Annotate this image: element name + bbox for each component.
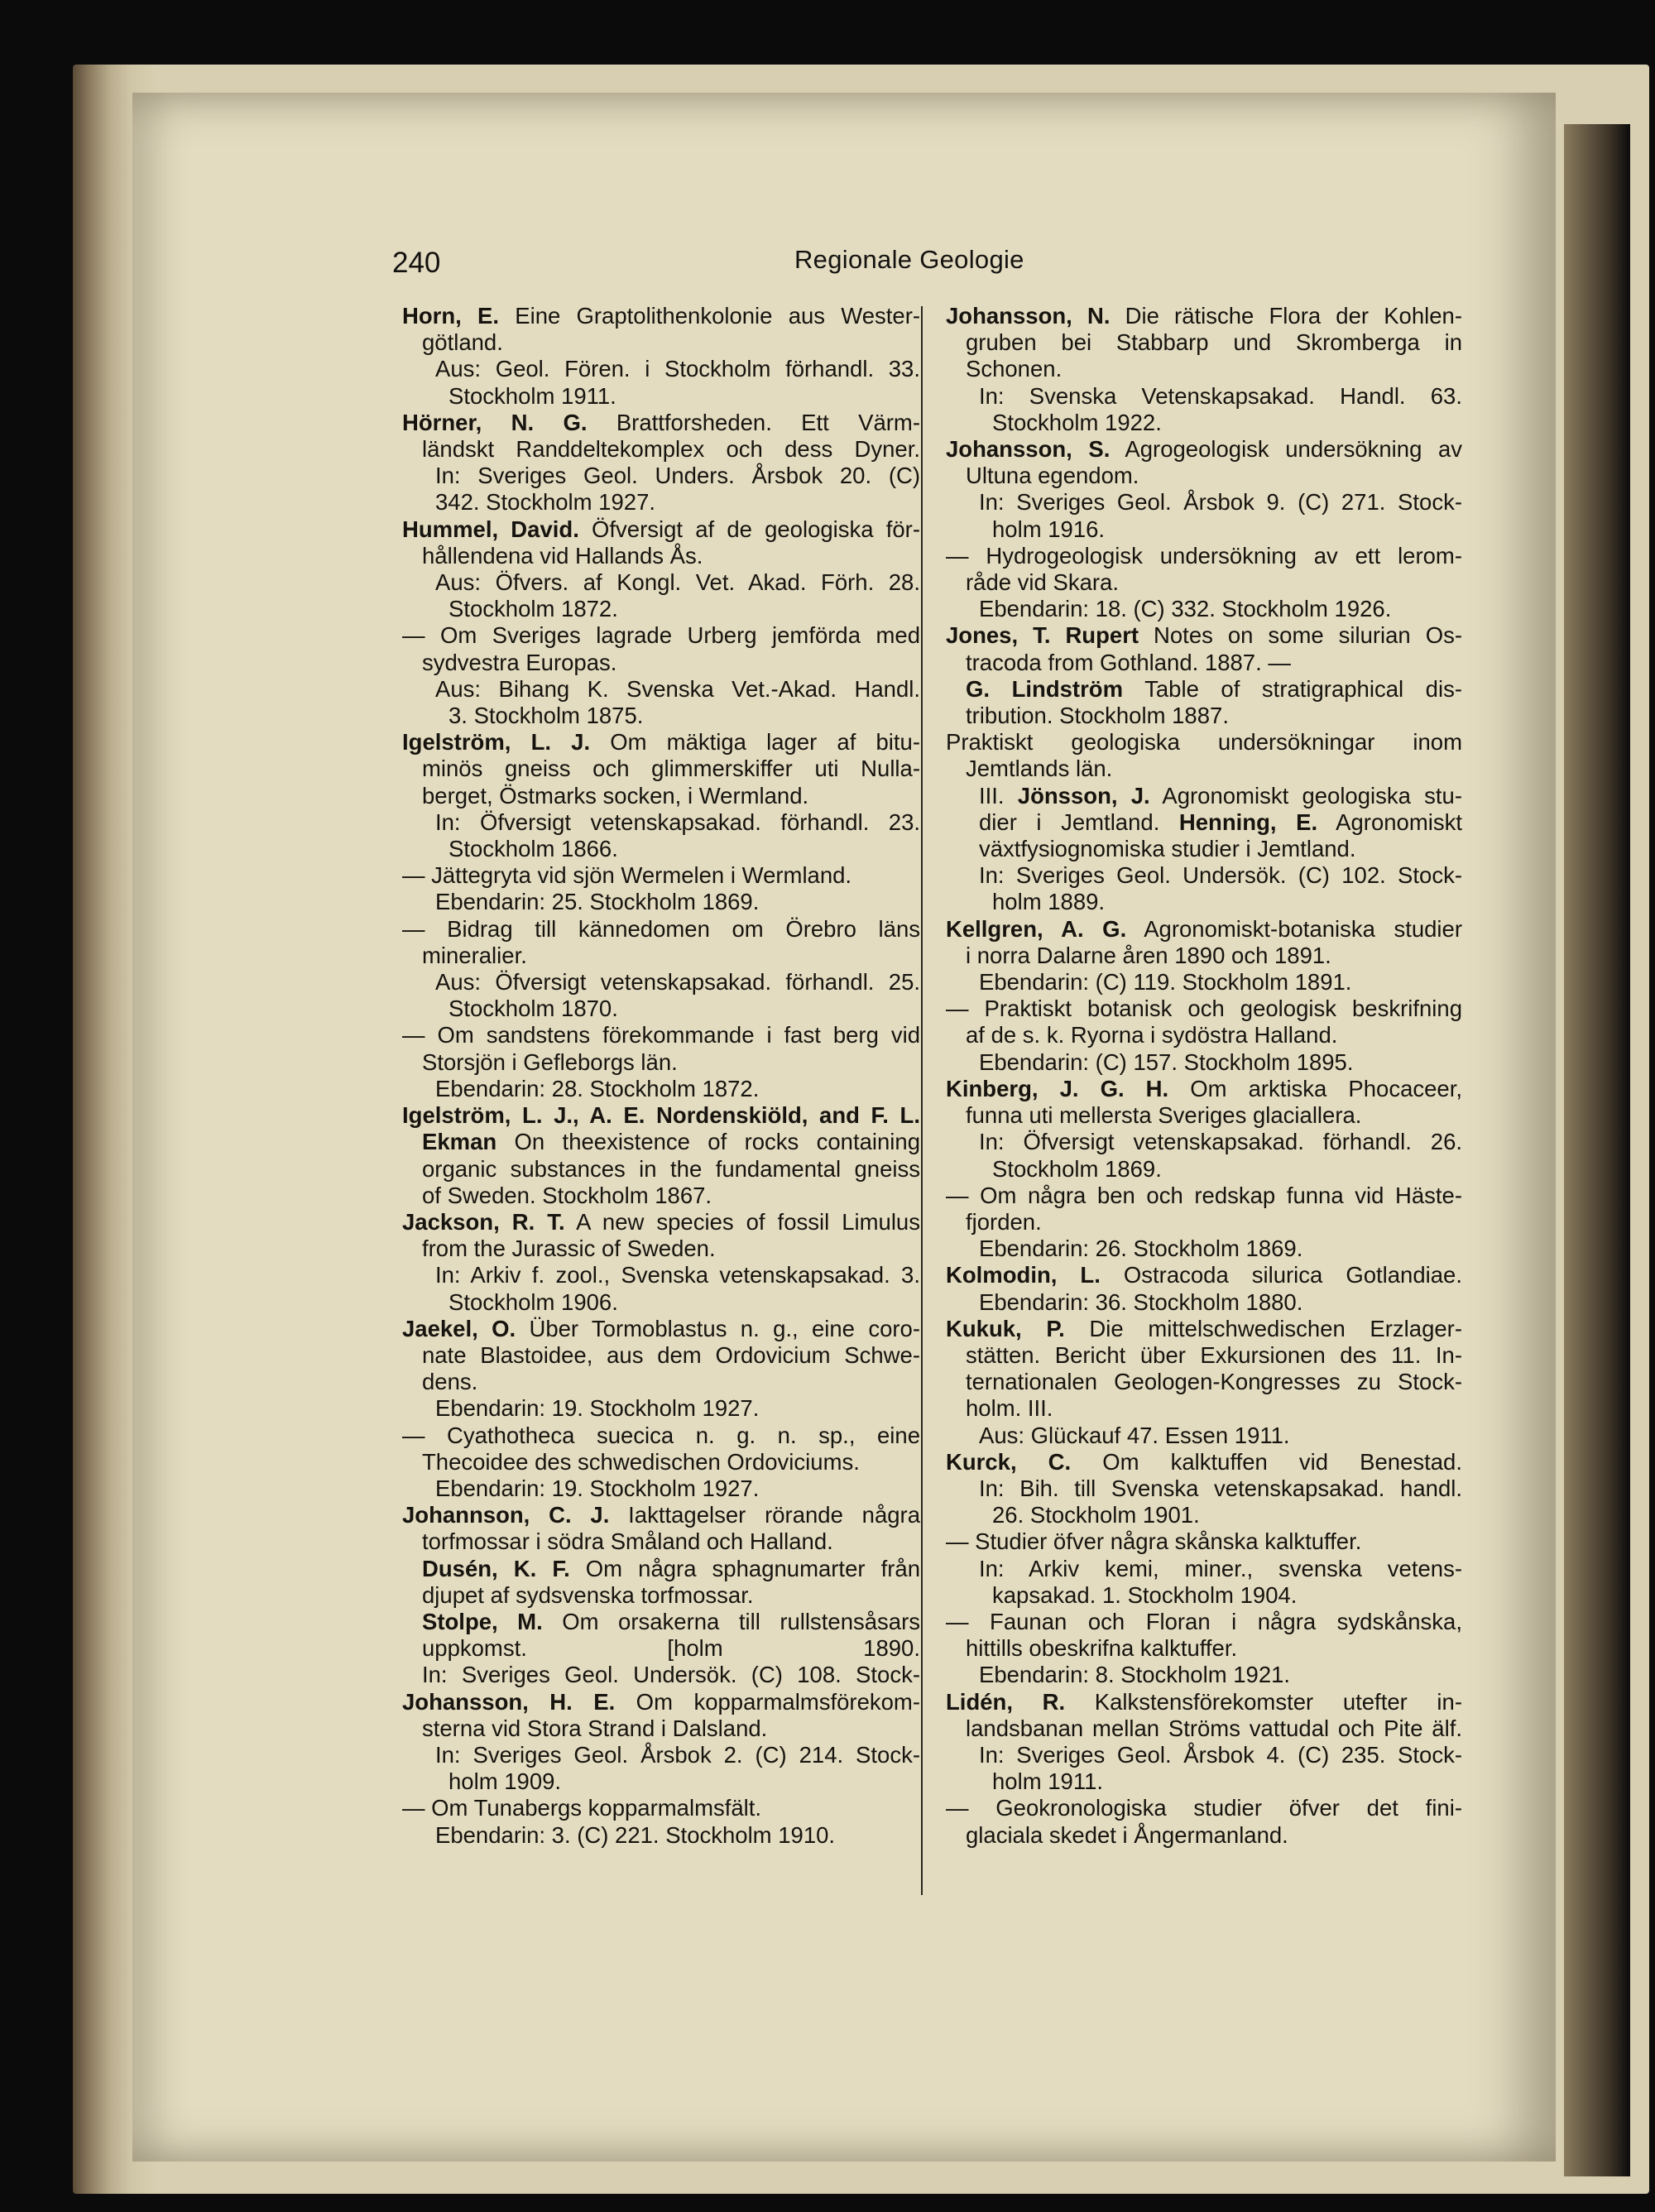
- running-head: [0, 247, 1655, 296]
- entry-text: — Om Tunabergs kopparmalmsfält.: [402, 1795, 762, 1821]
- entry-text: On theexistence of rocks containing: [496, 1129, 920, 1155]
- entry-text: Om mäktiga lager af bitu-: [590, 729, 920, 756]
- entry-text: Aus: Geol. Fören. i Stockholm förhandl. 33.: [435, 356, 920, 382]
- entry-text: Agrogeologisk undersökning av: [1110, 436, 1462, 463]
- entry-line: [946, 1822, 1462, 1849]
- entry-text: Stockholm 1906.: [449, 1288, 618, 1315]
- entry-text: tribution. Stockholm 1887.: [966, 703, 1229, 729]
- entry-text: glaciala skedet i Ångermanland.: [966, 1821, 1288, 1848]
- entry-text: Agronomiskt-botaniska studier: [1126, 915, 1462, 942]
- entry-text: Ebendarin: (C) 119. Stockholm 1891.: [979, 969, 1352, 996]
- entry-text: berget, Östmarks socken, i Wermland.: [422, 782, 809, 809]
- entry-text: In: Sveriges Geol. Årsbok 2. (C) 214. Stock-: [435, 1741, 920, 1768]
- bibliography-entry: [402, 1795, 920, 1848]
- bibliography-entry: [402, 410, 920, 516]
- entry-line: [946, 996, 1462, 1022]
- bibliography-entry: [946, 1689, 1462, 1796]
- author-name: Stolpe, M.: [422, 1608, 543, 1634]
- entry-line: [946, 1582, 1462, 1609]
- entry-line: [402, 1822, 920, 1849]
- author-name: Hörner, N. G.: [402, 409, 588, 435]
- entry-text: Kalkstensförekomster utefter in-: [1065, 1688, 1462, 1715]
- entry-text: Ebendarin: (C) 157. Stockholm 1895.: [979, 1048, 1354, 1075]
- entry-text: In: Öfversigt vetenskapsakad. förhandl. 23.: [435, 809, 920, 835]
- entry-text: växtfysiognomiska studier i Jemtland.: [979, 836, 1356, 862]
- entry-line: [402, 1049, 920, 1076]
- bibliography-entry: [402, 516, 920, 623]
- entry-line: [946, 1689, 1462, 1715]
- entry-text: Ebendarin: 25. Stockholm 1869.: [435, 889, 760, 915]
- entry-line: [946, 622, 1462, 649]
- entry-text: götland.: [422, 329, 503, 356]
- entry-line: [402, 543, 920, 569]
- bibliography-entry: [946, 1076, 1462, 1183]
- entry-text: Ebendarin: 8. Stockholm 1921.: [979, 1662, 1291, 1688]
- entry-text: Om några sphagnumarter från: [569, 1555, 920, 1581]
- entry-line: [946, 410, 1462, 436]
- entry-line: [946, 596, 1462, 622]
- entry-text: In: Sveriges Geol. Årsbok 9. (C) 271. Stock-: [979, 489, 1462, 516]
- entry-line: [402, 1022, 920, 1048]
- entry-text: Eine Graptolithenkolonie aus Wester-: [499, 303, 921, 329]
- entry-text: fjorden.: [966, 1208, 1042, 1235]
- right-column: [946, 303, 1462, 1849]
- author-name: Horn, E.: [402, 303, 500, 329]
- entry-line: [946, 1022, 1462, 1048]
- entry-line: [946, 1289, 1462, 1316]
- entry-text: Öfversigt af de geologiska för-: [578, 516, 920, 542]
- entry-line: [402, 569, 920, 596]
- entry-line: [402, 1689, 920, 1715]
- entry-line: [402, 1342, 920, 1369]
- entry-line: [402, 516, 920, 543]
- entry-text: Aus: Öfversigt vetenskapsakad. förhandl. 25.: [435, 969, 920, 996]
- entry-text: kapsakad. 1. Stockholm 1904.: [992, 1581, 1298, 1608]
- author-name: Johansson, N.: [946, 303, 1111, 329]
- bibliography-entry: [402, 1689, 920, 1796]
- entry-text: Stockholm 1869.: [992, 1155, 1162, 1182]
- bibliography-entry: [402, 916, 920, 1023]
- entry-text: holm. III.: [966, 1395, 1053, 1422]
- entry-prefix: dier i Jemtland.: [979, 809, 1179, 835]
- entry-line: [946, 1342, 1462, 1369]
- bibliography-entry: [402, 729, 920, 862]
- entry-line: [946, 756, 1462, 782]
- entry-line: [946, 1049, 1462, 1076]
- entry-text: from the Jurassic of Sweden.: [422, 1236, 716, 1262]
- entry-text: gruben bei Stabbarp und Skromberga in: [966, 329, 1462, 356]
- entry-line: [946, 1556, 1462, 1582]
- entry-text: In: Svenska Vetenskapsakad. Handl. 63.: [979, 382, 1462, 409]
- entry-text: Ebendarin: 19. Stockholm 1927.: [435, 1395, 760, 1422]
- bibliography-entry: [402, 1502, 920, 1688]
- entry-text: Aus: Öfvers. af Kongl. Vet. Akad. Förh. 28.: [435, 569, 920, 596]
- entry-line: [946, 1209, 1462, 1236]
- section-title: Regionale Geologie: [794, 245, 1024, 274]
- author-name: Igelström, L. J., A. E. Nordenskiöld, and F. L.: [402, 1102, 920, 1129]
- entry-text: — Hydrogeologisk undersökning av ett lerom-: [946, 542, 1462, 569]
- author-name: Jaekel, O.: [402, 1315, 516, 1341]
- entry-text: Ebendarin: 28. Stockholm 1872.: [435, 1075, 760, 1101]
- bibliography-entry: [946, 1262, 1462, 1315]
- author-name: Ekman: [422, 1129, 497, 1155]
- entry-line: [946, 463, 1462, 489]
- entry-text: Stockholm 1911.: [449, 382, 616, 409]
- entry-line: [402, 1502, 920, 1528]
- entry-line: [402, 1209, 920, 1236]
- entry-line: [402, 889, 920, 915]
- author-name: Kurck, C.: [946, 1448, 1072, 1475]
- entry-line: [946, 836, 1462, 862]
- entry-line: [402, 1395, 920, 1422]
- author-name: Johansson, S.: [946, 436, 1111, 463]
- entry-text: Om kalktuffen vid Benestad.: [1071, 1448, 1462, 1475]
- entry-line: [402, 1076, 920, 1102]
- bibliography-entry: [946, 729, 1462, 915]
- entry-text: Die mittelschwedischen Erzlager-: [1064, 1315, 1462, 1341]
- book-right-shadow: [1564, 124, 1630, 2176]
- entry-line: [946, 1742, 1462, 1768]
- entry-line: [402, 1475, 920, 1502]
- entry-text: Stockholm 1922.: [992, 409, 1162, 435]
- entry-line: [946, 356, 1462, 382]
- entry-line: [402, 836, 920, 862]
- entry-text: Schonen.: [966, 356, 1063, 382]
- entry-line: [946, 569, 1462, 596]
- entry-text: — Om sandstens förekommande i fast berg vid: [402, 1022, 920, 1048]
- entry-text: djupet af sydsvenska torfmossar.: [422, 1581, 754, 1608]
- bibliography-entry: [946, 1316, 1462, 1449]
- entry-text: of Sweden. Stockholm 1867.: [422, 1182, 712, 1208]
- author-name: Jackson, R. T.: [402, 1208, 565, 1235]
- author-name: Igelström, L. J.: [402, 729, 591, 756]
- entry-line: [946, 516, 1462, 543]
- entry-line: [402, 650, 920, 676]
- entry-line: [946, 1715, 1462, 1742]
- entry-line: [946, 1768, 1462, 1795]
- entry-text: — Geokronologiska studier öfver det fini-: [946, 1795, 1462, 1821]
- author-name: Lidén, R.: [946, 1688, 1066, 1715]
- entry-line: [946, 783, 1462, 809]
- entry-line: [946, 703, 1462, 729]
- entry-line: [946, 943, 1462, 969]
- entry-line: [402, 1715, 920, 1742]
- entry-line: [402, 1236, 920, 1262]
- entry-text: Aus: Bihang K. Svenska Vet.-Akad. Handl.: [435, 675, 920, 702]
- entry-line: [946, 676, 1462, 703]
- entry-text: af de s. k. Ryorna i sydöstra Halland.: [966, 1022, 1338, 1048]
- entry-text: In: Arkiv f. zool., Svenska vetenskapsakad. 3.: [435, 1262, 920, 1288]
- author-name: Kolmodin, L.: [946, 1262, 1101, 1288]
- entry-line: [946, 1475, 1462, 1502]
- entry-line: [946, 650, 1462, 676]
- entry-line: [402, 463, 920, 489]
- bibliography-entry: [946, 1609, 1462, 1689]
- entry-line: [402, 1768, 920, 1795]
- entry-line: [402, 1609, 920, 1635]
- entry-text: Ultuna egendom.: [966, 463, 1139, 489]
- entry-line: [946, 1795, 1462, 1821]
- bibliography-entry: [946, 622, 1462, 729]
- entry-text: In: Öfversigt vetenskapsakad. förhandl. 26.: [979, 1129, 1462, 1155]
- entry-text: sydvestra Europas.: [422, 649, 617, 675]
- entry-text: Om arktiska Phocaceer,: [1168, 1075, 1463, 1101]
- entry-text: In: Sveriges Geol. Unders. Årsbok 20. (C): [435, 463, 920, 489]
- entry-text: Stockholm 1870.: [449, 996, 618, 1022]
- bibliography-entry: [946, 543, 1462, 623]
- entry-line: [946, 1102, 1462, 1129]
- entry-line: [402, 703, 920, 729]
- entry-text: minös gneiss och glimmerskiffer uti Nulla-: [422, 756, 920, 782]
- entry-text: torfmossar i södra Småland och Halland.: [422, 1528, 833, 1555]
- entry-text: nate Blastoidee, aus dem Ordovicium Schwe-: [422, 1341, 920, 1368]
- entry-line: [402, 969, 920, 996]
- entry-text: holm 1889.: [992, 889, 1106, 915]
- entry-line: [946, 1449, 1462, 1475]
- entry-text: holm 1911.: [992, 1768, 1104, 1795]
- entry-text: Ebendarin: 36. Stockholm 1880.: [979, 1288, 1303, 1315]
- entry-line: [402, 1183, 920, 1209]
- entry-line: [402, 596, 920, 622]
- bibliography-entry: [946, 916, 1462, 996]
- entry-line: [402, 303, 920, 329]
- entry-line: [946, 1423, 1462, 1449]
- entry-line: [402, 862, 920, 889]
- bibliography-entry: [402, 622, 920, 729]
- entry-line: [946, 329, 1462, 356]
- entry-text: — Studier öfver några skånska kalktuffer.: [946, 1528, 1362, 1555]
- entry-line: [402, 1289, 920, 1316]
- entry-text: holm 1916.: [992, 516, 1106, 542]
- entry-line: [946, 1236, 1462, 1262]
- entry-line: [946, 1129, 1462, 1155]
- left-column: [402, 303, 920, 1849]
- entry-text: Thecoidee des schwedischen Ordoviciums.: [422, 1448, 860, 1475]
- page-number: 240: [392, 247, 441, 279]
- entry-text: Stockholm 1866.: [449, 836, 618, 862]
- entry-text: hittills obeskrifna kalktuffer.: [966, 1635, 1238, 1662]
- entry-line: [946, 1369, 1462, 1395]
- entry-line: [402, 1742, 920, 1768]
- entry-line: [402, 1635, 920, 1662]
- entry-text: råde vid Skara.: [966, 569, 1119, 596]
- bibliography-entry: [402, 303, 920, 410]
- entry-line: [946, 969, 1462, 996]
- entry-text: i norra Dalarne åren 1890 och 1891.: [966, 942, 1331, 968]
- entry-line: [946, 809, 1462, 836]
- entry-line: [402, 1556, 920, 1582]
- bibliography-entry: [946, 1449, 1462, 1529]
- entry-line: [946, 889, 1462, 915]
- bibliography-entry: [946, 1528, 1462, 1609]
- entry-text: tracoda from Gothland. 1887. —: [966, 649, 1291, 675]
- bibliography-entry: [402, 862, 920, 915]
- author-name: Johannson, C. J.: [402, 1502, 610, 1528]
- entry-text: In: Sveriges Geol. Undersök. (C) 108. Stock-: [422, 1662, 920, 1688]
- entry-line: [402, 1528, 920, 1555]
- entry-line: [402, 356, 920, 382]
- author-name: Kinberg, J. G. H.: [946, 1075, 1169, 1101]
- entry-line: [946, 1183, 1462, 1209]
- entry-line: [402, 756, 920, 782]
- entry-text: Table of stratigraphical dis-: [1123, 675, 1462, 702]
- entry-line: [402, 783, 920, 809]
- entry-text: Iakttagelser rörande några: [609, 1502, 921, 1528]
- entry-line: [402, 1795, 920, 1821]
- entry-text: stätten. Bericht über Exkursionen des 11. In-: [966, 1341, 1462, 1368]
- author-name: Kukuk, P.: [946, 1315, 1065, 1341]
- entry-line: [946, 1156, 1462, 1183]
- entry-text: Ostracoda silurica Gotlandiae.: [1100, 1262, 1462, 1288]
- entry-text: mineralier.: [422, 942, 527, 968]
- entry-text: Jemtlands län.: [966, 756, 1113, 782]
- entry-text: — Om Sveriges lagrade Urberg jemförda med: [402, 622, 920, 649]
- entry-line: [402, 1262, 920, 1288]
- entry-text: Die rätische Flora der Kohlen-: [1110, 303, 1462, 329]
- entry-line: [402, 1449, 920, 1475]
- entry-line: [402, 1582, 920, 1609]
- entry-line: [402, 1102, 920, 1129]
- author-name: Jones, T. Rupert: [946, 622, 1139, 649]
- entry-line: [402, 436, 920, 463]
- entry-text: Notes on some silurian Os-: [1139, 622, 1462, 649]
- entry-prefix: III.: [979, 782, 1018, 809]
- author-name: Hummel, David.: [402, 516, 579, 542]
- entry-line: [946, 1395, 1462, 1422]
- entry-text: — Bidrag till kännedomen om Örebro läns: [402, 915, 920, 942]
- entry-line: [402, 1316, 920, 1342]
- entry-text: organic substances in the fundamental gneiss: [422, 1155, 920, 1182]
- entry-text: A new species of fossil Limulus: [564, 1208, 920, 1235]
- entry-line: [946, 1262, 1462, 1288]
- entry-text: — Cyathotheca suecica n. g. n. sp., eine: [402, 1422, 920, 1448]
- entry-text: — Faunan och Floran i några sydskånska,: [946, 1608, 1462, 1634]
- entry-line: [402, 489, 920, 516]
- entry-text: Ebendarin: 19. Stockholm 1927.: [435, 1475, 760, 1501]
- bibliography-entry: [402, 1102, 920, 1209]
- bibliography-entry: [946, 1795, 1462, 1848]
- entry-line: [402, 676, 920, 703]
- entry-line: [402, 916, 920, 943]
- entry-text: Agronomiskt geologiska stu-: [1149, 782, 1462, 809]
- entry-text: — Jättegryta vid sjön Wermelen i Wermland.: [402, 862, 852, 889]
- entry-text: Om kopparmalmsförekom-: [615, 1688, 920, 1715]
- entry-text: 342. Stockholm 1927.: [435, 489, 656, 516]
- entry-line: [946, 1502, 1462, 1528]
- entry-line: [946, 1609, 1462, 1635]
- entry-text: holm 1909.: [449, 1768, 562, 1795]
- entry-line: [946, 489, 1462, 516]
- entry-text: 26. Stockholm 1901.: [992, 1502, 1200, 1528]
- author-name: Kellgren, A. G.: [946, 915, 1127, 942]
- entry-line: [946, 543, 1462, 569]
- entry-text: ländskt Randdeltekomplex och dess Dyner.: [422, 436, 920, 463]
- entry-line: [402, 996, 920, 1022]
- entry-text: Stockholm 1872.: [449, 596, 618, 622]
- entry-line: [946, 729, 1462, 756]
- entry-text: Ebendarin: 3. (C) 221. Stockholm 1910.: [435, 1821, 836, 1848]
- entry-line: [946, 862, 1462, 889]
- entry-line: [946, 1635, 1462, 1662]
- entry-text: funna uti mellersta Sveriges glaciallera.: [966, 1102, 1362, 1129]
- author-name: Jönsson, J.: [1017, 782, 1150, 809]
- entry-line: [402, 1129, 920, 1155]
- entry-line: [946, 436, 1462, 463]
- entry-text: Ebendarin: 26. Stockholm 1869.: [979, 1236, 1303, 1262]
- entry-line: [946, 383, 1462, 410]
- entry-text: Über Tormoblastus n. g., eine coro-: [516, 1315, 920, 1341]
- entry-text: Aus: Glückauf 47. Essen 1911.: [979, 1422, 1290, 1448]
- author-name: Henning, E.: [1178, 809, 1318, 835]
- author-name: Johansson, H. E.: [402, 1688, 616, 1715]
- entry-text: dens.: [422, 1369, 478, 1395]
- entry-text: Ebendarin: 18. (C) 332. Stockholm 1926.: [979, 596, 1392, 622]
- entry-line: [402, 943, 920, 969]
- entry-text: — Om några ben och redskap funna vid Häste-: [946, 1182, 1462, 1208]
- entry-line: [402, 329, 920, 356]
- entry-text: In: Bih. till Svenska vetenskapsakad. handl.: [979, 1475, 1462, 1501]
- entry-line: [946, 1316, 1462, 1342]
- entry-text: In: Sveriges Geol. Undersök. (C) 102. Stock-: [979, 862, 1462, 889]
- entry-text: ternationalen Geologen-Kongresses zu Stock-: [966, 1369, 1462, 1395]
- entry-text: landsbanan mellan Ströms vattudal och Pite älf.: [966, 1715, 1462, 1741]
- entry-line: [402, 410, 920, 436]
- bibliography-entry: [402, 1316, 920, 1423]
- entry-line: [946, 1076, 1462, 1102]
- entry-text: 3. Stockholm 1875.: [449, 703, 644, 729]
- entry-line: [402, 809, 920, 836]
- bibliography-entry: [946, 303, 1462, 436]
- entry-text: Praktiskt geologiska undersökningar inom: [946, 729, 1462, 756]
- entry-line: [946, 303, 1462, 329]
- bibliography-entry: [946, 1183, 1462, 1263]
- column-divider: [921, 306, 923, 1895]
- entry-line: [946, 1528, 1462, 1555]
- entry-text: In: Arkiv kemi, miner., svenska vetens-: [979, 1555, 1462, 1581]
- bibliography-entry: [402, 1022, 920, 1102]
- author-name: G. Lindström: [966, 675, 1124, 702]
- entry-line: [402, 1662, 920, 1688]
- entry-line: [946, 916, 1462, 943]
- bibliography-entry: [946, 996, 1462, 1076]
- entry-line: [402, 729, 920, 756]
- entry-text: Om orsakerna till rullstensåsars: [542, 1608, 920, 1634]
- bibliography-entry: [402, 1423, 920, 1503]
- entry-line: [402, 1423, 920, 1449]
- entry-text: In: Sveriges Geol. Årsbok 4. (C) 235. Stock-: [979, 1741, 1462, 1768]
- entry-text: Agronomiskt: [1317, 809, 1462, 835]
- entry-text: uppkomst. [holm 1890.: [422, 1635, 920, 1662]
- entry-text: Storsjön i Gefleborgs län.: [422, 1048, 678, 1075]
- entry-line: [402, 1369, 920, 1395]
- bibliography-entry: [402, 1209, 920, 1316]
- entry-text: hållendena vid Hallands Ås.: [422, 542, 703, 569]
- entry-text: — Praktiskt botanisk och geologisk beskrifning: [946, 996, 1462, 1022]
- entry-text: Brattforsheden. Ett Värm-: [587, 409, 920, 435]
- entry-line: [402, 383, 920, 410]
- entry-line: [402, 1156, 920, 1183]
- entry-line: [946, 1662, 1462, 1688]
- author-name: Dusén, K. F.: [422, 1555, 570, 1581]
- entry-text: sterna vid Stora Strand i Dalsland.: [422, 1715, 768, 1741]
- entry-line: [402, 622, 920, 649]
- bibliography-entry: [946, 436, 1462, 543]
